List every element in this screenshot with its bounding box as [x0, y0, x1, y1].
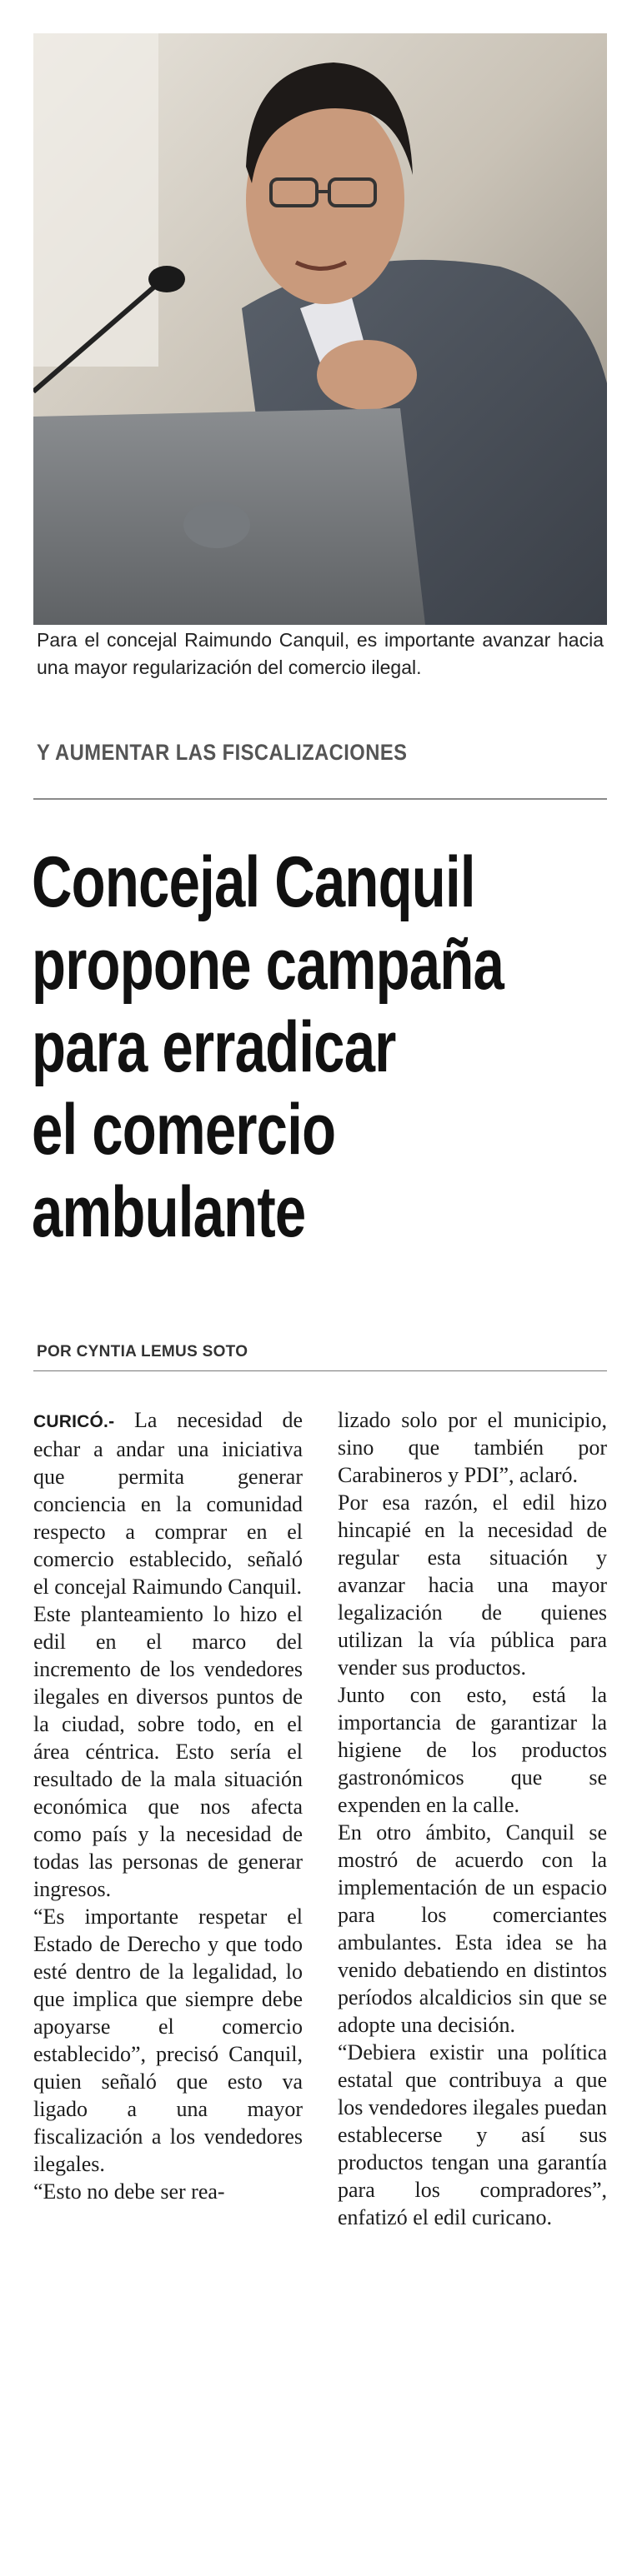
paragraph: Este planteamiento lo hizo el edil en el marco del incremento de los vendedores ilegales en diversos puntos de la ciudad, sobre todo, en el área céntrica. Esto sería el resultado de la mala situación económica que nos afecta como país y la necesidad de todas las personas de generar ingresos. [33, 1602, 303, 1901]
article-kicker: Y AUMENTAR LAS FISCALIZACIONES [37, 740, 408, 765]
paragraph [33, 1406, 303, 1600]
headline-line: Concejal Canquil [32, 842, 475, 922]
paragraph: Por esa razón, el edil hizo hincapié en la necesidad de regular esta situación y avanzar hacia una mayor legalización de quienes utilizan la vía pública para vender sus productos. [338, 1490, 607, 1680]
article-body [33, 1406, 607, 2556]
paragraph: “Esto no debe ser rea- [33, 2179, 225, 2204]
paragraph: “Es importante respetar el Estado de Derecho y que todo esté dentro de la legalidad, lo que implica que siempre debe apoyarse el comercio establecido”, precisó Canquil, quien señaló que esto va ligado a una mayor fiscalización a los vendedores ilegales. [33, 1905, 303, 2176]
body-column-left [33, 1406, 303, 2556]
portrait-photo [33, 33, 607, 625]
article-photo [33, 33, 607, 625]
headline-line: propone campaña [32, 925, 504, 1005]
headline-line: para erradicar [32, 1007, 396, 1087]
headline-line: el comercio [32, 1090, 336, 1170]
dateline: CURICÓ.- [33, 1412, 115, 1431]
paragraph-text: La necesidad de echar a andar una iniciativa que permita generar conciencia en la comunidad respecto a comprar en el comercio establecido, señaló el concejal Raimundo Canquil. [33, 1408, 303, 1599]
article-headline [32, 841, 617, 1254]
article-byline: POR CYNTIA LEMUS SOTO [37, 1343, 248, 1360]
photo-caption: Para el concejal Raimundo Canquil, es importante avanzar hacia una mayor regularización del comercio ilegal. [37, 629, 604, 678]
headline-line: ambulante [32, 1172, 306, 1252]
paragraph: Junto con esto, está la importancia de garantizar la higiene de los productos gastronómicos que se expenden en la calle. [338, 1683, 607, 1817]
byline-divider [33, 1370, 607, 1371]
paragraph: lizado solo por el municipio, sino que también por Carabineros y PDI”, aclaró. [338, 1408, 607, 1487]
body-column-right [338, 1406, 607, 2556]
paragraph: “Debiera existir una política estatal que contribuya a que los vendedores ilegales puedan establecerse y así sus productos tengan una garantía para los compradores”, enfatizó el edil curicano. [338, 2040, 607, 2229]
paragraph: En otro ámbito, Canquil se mostró de acuerdo con la implementación de un espacio para los comerciantes ambulantes. Esta idea se ha venido debatiendo en distintos períodos alcaldicios sin que se adopte una decisión. [338, 1820, 607, 2037]
kicker-divider [33, 798, 607, 800]
